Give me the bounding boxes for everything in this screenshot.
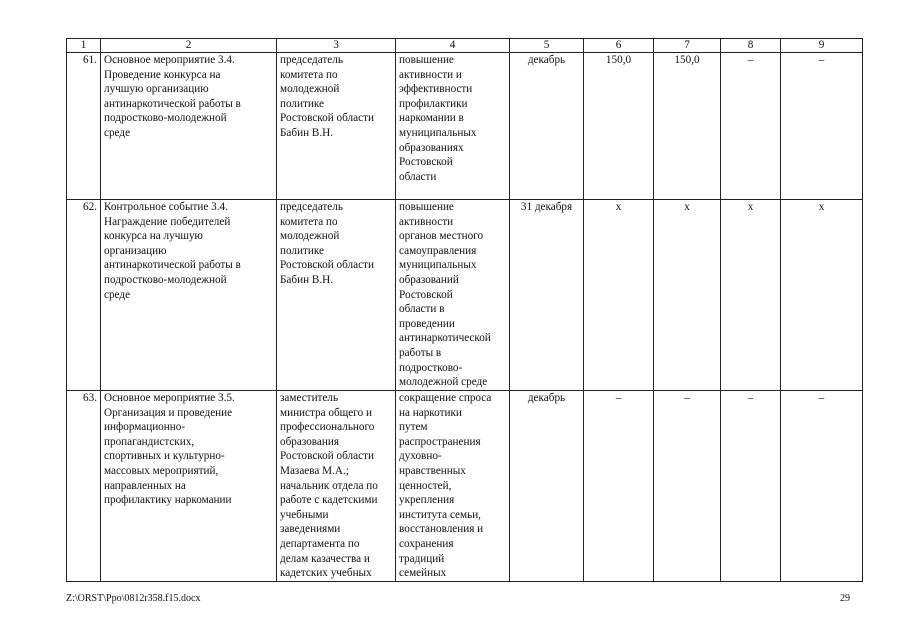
value-col-9: x (781, 200, 863, 391)
value-col-9: – (781, 53, 863, 200)
value-col-8: – (721, 53, 781, 200)
table-row (67, 53, 863, 200)
value-col-8: x (721, 200, 781, 391)
measures-table (66, 38, 863, 582)
column-number-9: 9 (781, 39, 863, 53)
column-number-3: 3 (277, 39, 396, 53)
column-number-8: 8 (721, 39, 781, 53)
value-col-6: 150,0 (584, 53, 654, 200)
event-name: Основное мероприятие 3.5. Организация и проведение информационно- пропагандистских, спортивных и культурно- массовых мероприятий, направленных на профилактику наркомании (101, 391, 277, 582)
column-number-1: 1 (67, 39, 101, 53)
column-number-7: 7 (654, 39, 721, 53)
expected-result: повышение активности и эффективности профилактики наркомании в муниципальных образованиях Ростовской области (396, 53, 510, 200)
row-number: 63. (67, 391, 101, 582)
deadline: 31 декабря (510, 200, 584, 391)
value-col-7: x (654, 200, 721, 391)
value-col-8: – (721, 391, 781, 582)
value-col-9: – (781, 391, 863, 582)
value-col-7: 150,0 (654, 53, 721, 200)
column-number-2: 2 (101, 39, 277, 53)
column-number-6: 6 (584, 39, 654, 53)
column-number-4: 4 (396, 39, 510, 53)
responsible-person: председатель комитета по молодежной политике Ростовской области Бабин В.Н. (277, 53, 396, 200)
row-number: 61. (67, 53, 101, 200)
value-col-6: – (584, 391, 654, 582)
column-number-header-row (67, 39, 863, 53)
value-col-6: x (584, 200, 654, 391)
column-number-5: 5 (510, 39, 584, 53)
page-number: 29 (840, 593, 850, 604)
deadline: декабрь (510, 391, 584, 582)
table-row (67, 391, 863, 582)
responsible-person: заместитель министра общего и профессионального образования Ростовской области Мазаева М.А.; начальник отдела по работе с кадетскими учебными заведениями департамента по делам казачества и кадетских учебных (277, 391, 396, 582)
expected-result: сокращение спроса на наркотики путем распространения духовно- нравственных ценностей, укрепления института семьи, восстановления и сохранения традиций семейных (396, 391, 510, 582)
responsible-person: председатель комитета по молодежной политике Ростовской области Бабин В.Н. (277, 200, 396, 391)
value-col-7: – (654, 391, 721, 582)
row-number: 62. (67, 200, 101, 391)
expected-result: повышение активности органов местного самоуправления муниципальных образований Ростовской области в проведении антинаркотической работы в подростково- молодежной среде (396, 200, 510, 391)
event-name: Основное мероприятие 3.4. Проведение конкурса на лучшую организацию антинаркотической работы в подростково-молодежной среде (101, 53, 277, 200)
deadline: декабрь (510, 53, 584, 200)
event-name: Контрольное событие 3.4. Награждение победителей конкурса на лучшую организацию антинаркотической работы в подростково-молодежной среде (101, 200, 277, 391)
file-path-footer: Z:\ORST\Ppo\0812r358.f15.docx (66, 593, 201, 604)
table-row (67, 200, 863, 391)
